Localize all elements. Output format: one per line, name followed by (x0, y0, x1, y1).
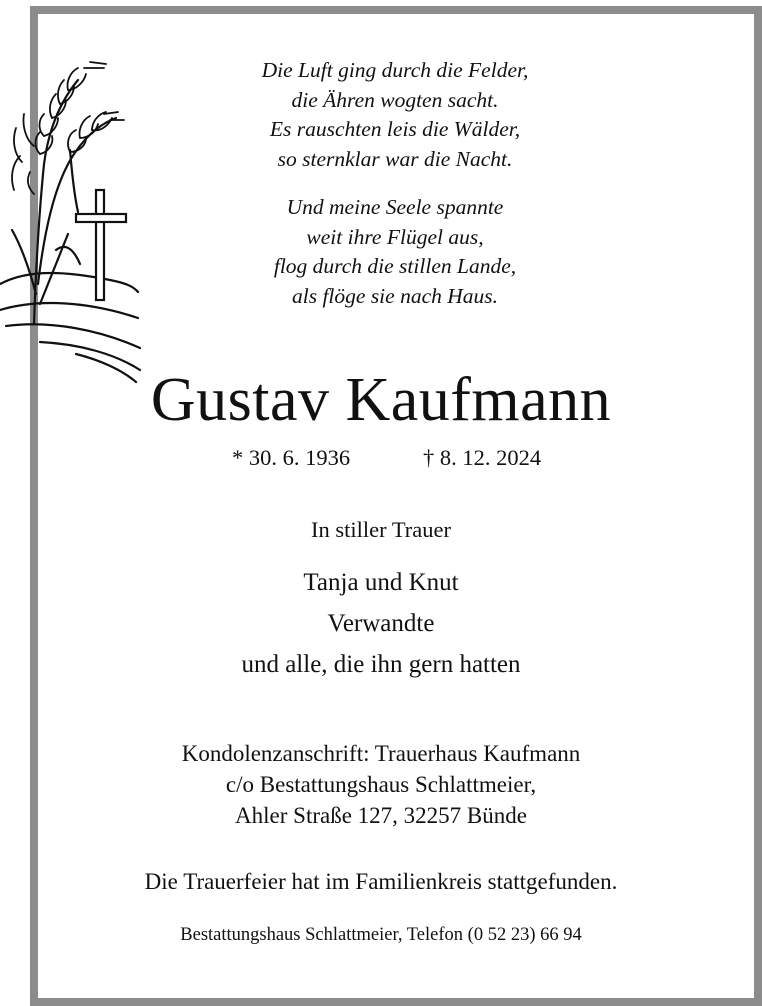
poem-line: die Ähren wogten sacht. (291, 87, 499, 112)
address-line: c/o Bestattungshaus Schlattmeier, (225, 772, 537, 797)
address-line: Kondolenzanschrift: Trauerhaus Kaufmann (181, 741, 581, 766)
cross-icon (76, 190, 126, 300)
wheat-icon (12, 62, 124, 324)
poem-stanza-2 (195, 193, 595, 311)
condolence-address (0, 738, 762, 831)
poem-line: Es rauschten leis die Wälder, (269, 117, 521, 142)
poem-line: Die Luft ging durch die Felder, (261, 58, 529, 82)
birth-date: * 30. 6. 1936 (232, 445, 351, 470)
mourning-intro: In stiller Trauer (311, 517, 451, 542)
ceremony-note: Die Trauerfeier hat im Familienkreis stattgefunden. (144, 869, 618, 894)
mourners-list (0, 562, 762, 685)
address-line: Ahler Straße 127, 32257 Bünde (235, 803, 527, 828)
mourner-line: Tanja und Knut (303, 569, 459, 596)
deceased-name: Gustav Kaufmann (150, 366, 612, 434)
funeral-home-footer: Bestattungshaus Schlattmeier, Telefon (0 52 23) 66 94 (180, 925, 582, 945)
mourner-line: Verwandte (327, 610, 435, 637)
poem-line: weit ihre Flügel aus, (306, 224, 484, 249)
poem-line: so sternklar war die Nacht. (277, 146, 513, 171)
mourner-line: und alle, die ihn gern hatten (241, 651, 521, 678)
poem-line: als flöge sie nach Haus. (291, 283, 499, 308)
death-date: † 8. 12. 2024 (423, 445, 542, 470)
illustration (0, 54, 146, 384)
poem-stanza-1 (195, 56, 595, 174)
poem-line: Und meine Seele spannte (286, 195, 504, 219)
poem-line: flog durch die stillen Lande, (273, 254, 517, 279)
